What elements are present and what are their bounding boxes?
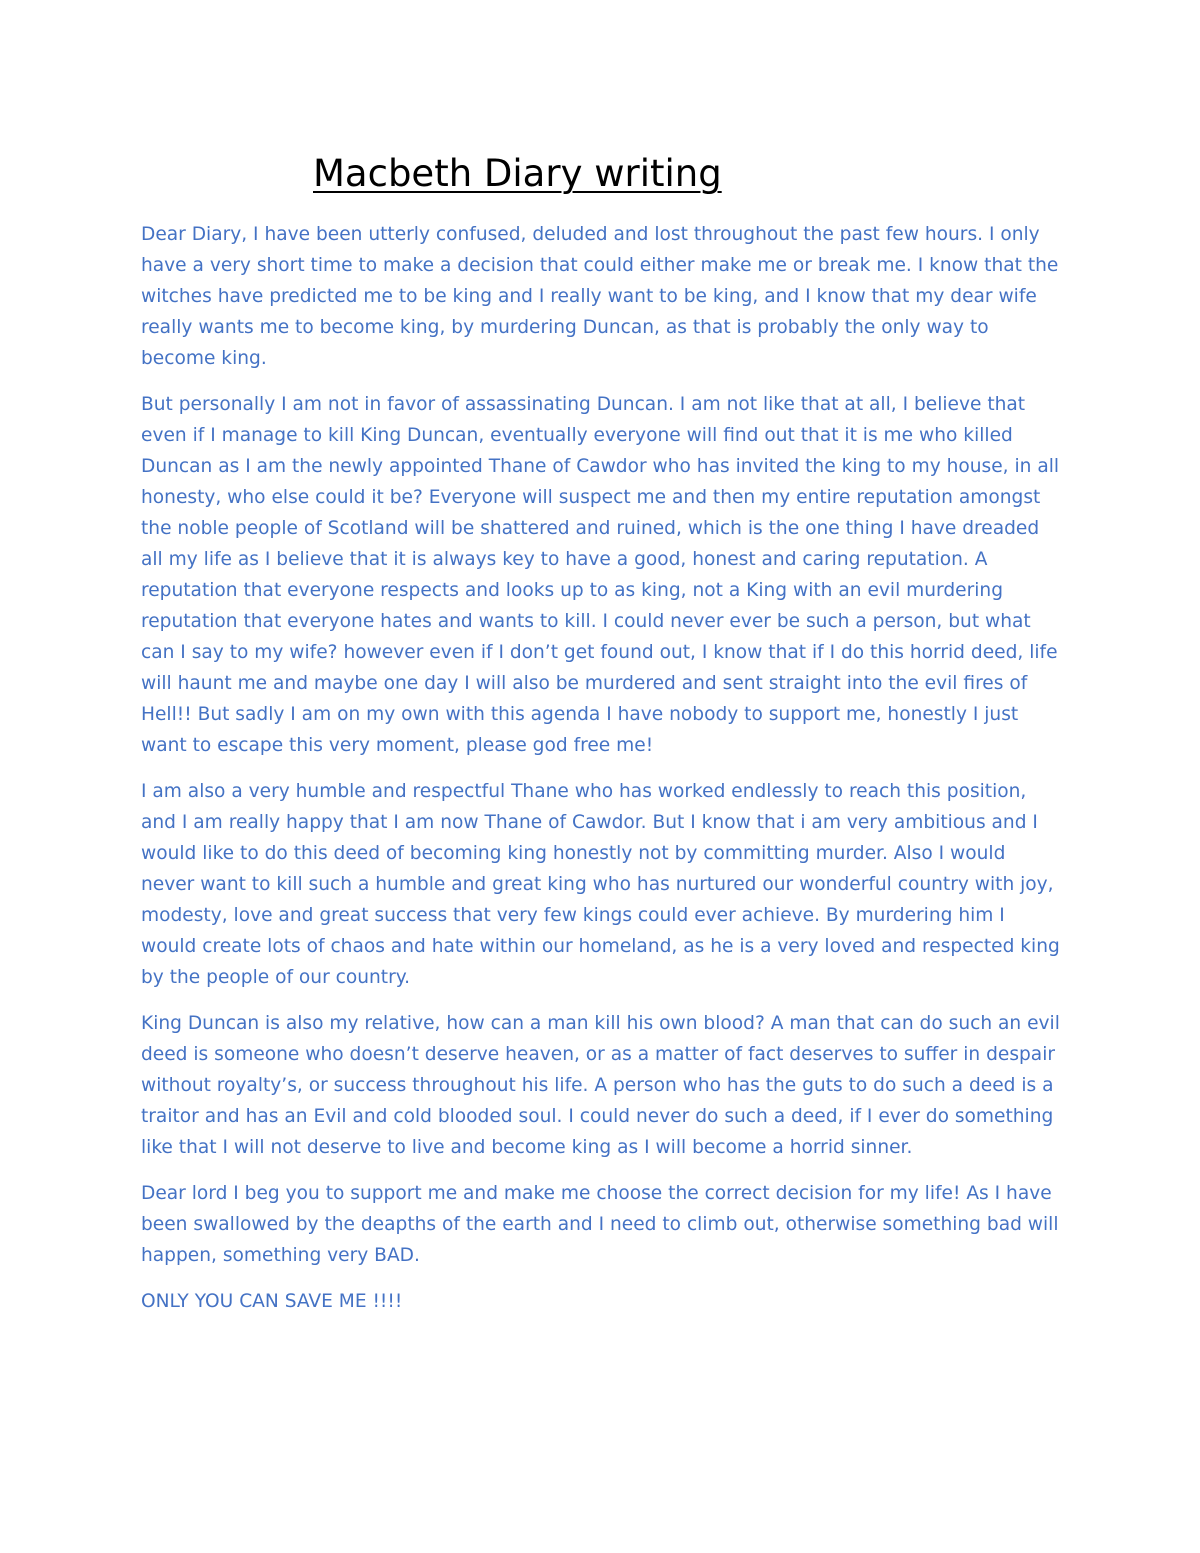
paragraph-5: Dear lord I beg you to support me and make me choose the correct decision for my life! As I have been swallowed by the deapths of the earth and I need to climb out, otherwise something bad will happen, something very BAD. <box>141 1183 1059 1266</box>
diary-body <box>141 219 1061 1332</box>
paragraph-1: Dear Diary, I have been utterly confused, deluded and lost throughout the past few hours. I only have a very short time to make a decision that could either make me or break me. I know that the witches have predicted me to be king and I really want to be king, and I know that my dear wife really wants me to become king, by murdering Duncan, as that is probably the only way to become king. <box>141 224 1059 369</box>
paragraph-6: ONLY YOU CAN SAVE ME !!!! <box>141 1291 403 1312</box>
paragraph-4: King Duncan is also my relative, how can a man kill his own blood? A man that can do such an evil deed is someone who doesn’t deserve heaven, or as a matter of fact deserves to suffer in despair without royalty’s, or success throughout his life. A person who has the guts to do such a deed is a traitor and has an Evil and cold blooded soul. I could never do such a deed, if I ever do something like that I will not deserve to live and become king as I will become a horrid sinner. <box>141 1013 1060 1158</box>
page-title: Macbeth Diary writing <box>313 152 722 195</box>
paragraph-2: But personally I am not in favor of assassinating Duncan. I am not like that at all, I believe that even if I manage to kill King Duncan, eventually everyone will find out that it is me who killed Duncan as I am the newly appointed Thane of Cawdor who has invited the king to my house, in all honesty, who else could it be? Everyone will suspect me and then my entire reputation amongst the noble people of Scotland will be shattered and ruined, which is the one thing I have dreaded all my life as I believe that it is always key to have a good, honest and caring reputation. A reputation that everyone respects and looks up to as king, not a King with an evil murdering reputation that everyone hates and wants to kill. I could never ever be such a person, but what can I say to my wife? however even if I don’t get found out, I know that if I do this horrid deed, life will haunt me and maybe one day I will also be murdered and sent straight into the evil fires of Hell!! But sadly I am on my own with this agenda I have nobody to support me, honestly I just want to escape this very moment, please god free me! <box>141 394 1060 756</box>
paragraph-3: I am also a very humble and respectful Thane who has worked endlessly to reach this position, and I am really happy that I am now Thane of Cawdor. But I know that i am very ambitious and I would like to do this deed of becoming king honestly not by committing murder. Also I would never want to kill such a humble and great king who has nurtured our wonderful country with joy, modesty, love and great success that very few kings could ever achieve. By murdering him I would create lots of chaos and hate within our homeland, as he is a very loved and respected king by the people of our country. <box>141 781 1060 988</box>
